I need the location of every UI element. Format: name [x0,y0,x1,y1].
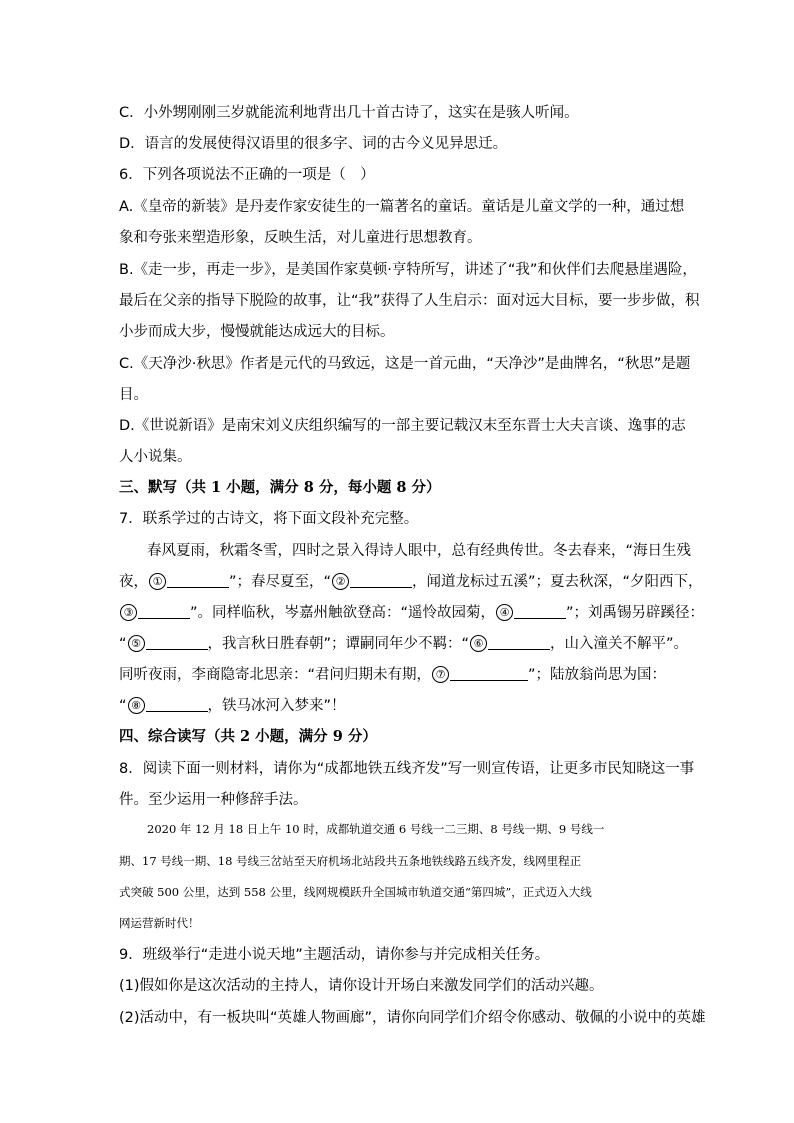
question-9-task-2: (2)活动中，有一板块叫“英雄人物画廊”，请你向同学们介绍令你感动、敬佩的小说中的英雄 [119,1010,706,1026]
text: 同听夜雨，李商隐寄北思亲：“君问归期未有期， [119,667,432,683]
text: ，铁马冰河入梦来”！ [207,698,346,714]
text: ”。同样临秋，岑嘉州触欲登高：“遥怜故园菊， [190,605,496,621]
answer-blank-1[interactable] [167,573,229,588]
blank-number-6: ⑥ [470,635,487,652]
option-d-text: D．语言的发展使得汉语里的很多字、词的古今义见异思迁。 [119,136,508,152]
q6-option-b-line3: 小步而成大步，慢慢就能达成远大的目标。 [119,324,395,340]
text: ，闻道龙标过五溪”；夏去秋深，“夕阳西下， [412,574,703,590]
section-4-heading: 四、综合读写（共 2 小题，满分 9 分） [119,728,377,745]
q6-option-d-line2: 人小说集。 [119,449,192,465]
passage-line-2 [119,572,703,592]
blank-number-8: ⑧ [128,697,145,714]
material-line-4: 网运营新时代！ [119,916,200,930]
answer-blank-5[interactable] [146,635,208,650]
answer-blank-2[interactable] [350,573,412,588]
blank-number-7: ⑦ [432,666,449,683]
text: ，我言秋日胜春朝”；谭嗣同年少不羁：“ [207,636,470,652]
question-6-stem: 6．下列各项说法不正确的一项是（ ） [119,167,375,183]
blank-number-1: ① [149,573,166,590]
option-c-text: C．小外甥刚刚三岁就能流利地背出几十首古诗了，这实在是骇人听闻。 [119,105,579,121]
blank-number-2: ② [332,573,349,590]
q6-option-c-line1: C.《天净沙·秋思》作者是元代的马致远，这是一首元曲，“天净沙”是曲牌名，“秋思”是题 [119,356,691,372]
question-9-task-1: (1)假如你是这次活动的主持人，请你设计开场白来激发同学们的活动兴趣。 [119,978,604,994]
q6-option-a-line1: A.《皇帝的新装》是丹麦作家安徒生的一篇著名的童话。童话是儿童文学的一种，通过想 [119,199,685,215]
text: “ [119,636,127,652]
section-3-heading: 三、默写（共 1 小题，满分 8 分，每小题 8 分） [119,479,441,496]
passage-line-5 [119,665,679,685]
text: ”；刘禹锡另辟蹊径： [566,605,705,621]
blank-number-3: ③ [120,604,137,621]
text: ”；陆放翁尚思为国： [528,667,667,683]
q6-option-a-line2: 象和夸张来塑造形象，反映生活，对儿童进行思想教育。 [119,230,482,246]
answer-blank-6[interactable] [488,635,550,650]
question-8-stem-line1: 8．阅读下面一则材料，请你为“成都地铁五线齐发”写一则宣传语，让更多市民知晓这一事 [119,761,695,777]
question-7-stem: 7．联系学过的古诗文，将下面文段补充完整。 [119,511,419,527]
text: “ [119,698,127,714]
q6-option-b-line1: B.《走一步，再走一步》，是美国作家莫顿·亨特所写，讲述了“我”和伙伴们去爬悬崖遇险， [119,262,697,278]
passage-line-4 [119,634,689,654]
q6-option-b-line2: 最后在父亲的指导下脱险的故事，让“我”获得了人生启示：面对远大目标，要一步步做，积 [119,293,700,309]
passage-line-6 [119,696,679,716]
question-9-stem: 9．班级举行“走进小说天地”主题活动，请你参与并完成相关任务。 [119,947,550,963]
text: ，山入潼关不解平”。 [550,636,689,652]
material-line-1: 2020 年 12 月 18 日上午 10 时，成都轨道交通 6 号线一二三期、8 号线一期、9 号线一 [147,822,605,836]
material-line-2: 期、17 号线一期、18 号线三岔站至天府机场北站段共五条地铁线路五线齐发，线网里程正 [119,854,582,868]
material-line-3: 式突破 500 公里，达到 558 公里，线网规模跃升全国城市轨道交通“第四城”，正式迈入大线 [119,885,592,899]
blank-number-5: ⑤ [128,635,145,652]
blank-number-4: ④ [496,604,513,621]
passage-line-1: 春风夏雨，秋霜冬雪，四时之景入得诗人眼中，总有经典传世。冬去春来，“海日生残 [147,543,692,559]
answer-blank-7[interactable] [450,666,528,681]
question-8-stem-line2: 件。至少运用一种修辞手法。 [119,792,308,808]
passage-line-3 [119,603,705,623]
answer-blank-8[interactable] [146,697,208,712]
answer-blank-3[interactable] [138,604,190,619]
q6-option-c-line2: 目。 [119,387,148,403]
text: 夜， [119,574,148,590]
q6-option-d-line1: D.《世说新语》是南宋刘义庆组织编写的一部主要记载汉末至东晋士大夫言谈、逸事的志 [119,418,686,434]
answer-blank-4[interactable] [514,604,566,619]
text: ”；春尽夏至，“ [229,574,332,590]
